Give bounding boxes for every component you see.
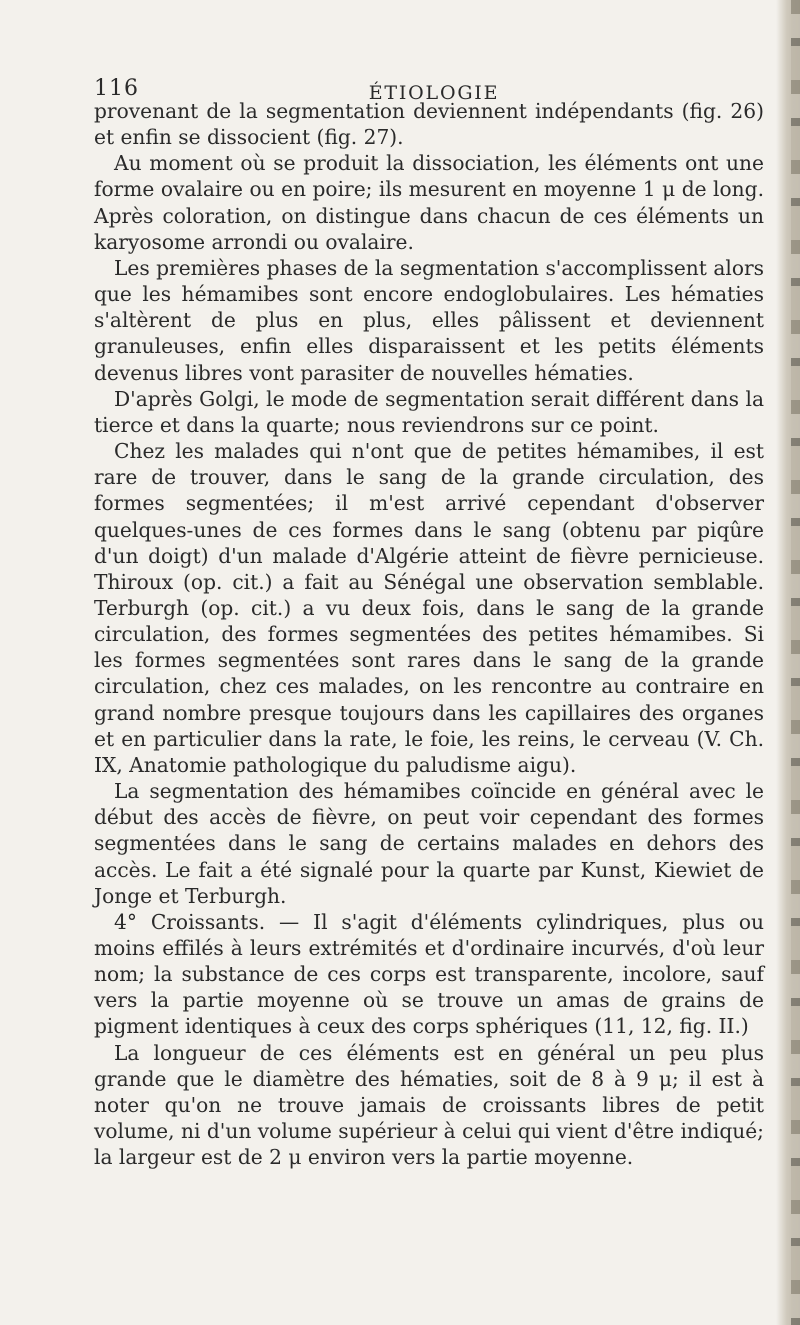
body-text	[94, 98, 764, 1170]
page-header	[94, 58, 774, 104]
paragraph-croissants-size: La longueur de ces éléments est en général un peu plus grande que le diamètre des hématies, soit de 8 à 9 μ; il est à noter qu'on ne trouve jamais de croissants libres de petit volume, ni d'un volume supérieur à celui qui vient d'être indiqué; la largeur est de 2 μ environ vers la partie moyenne.	[94, 1040, 764, 1170]
paragraph-continuation: provenant de la segmentation deviennent indépendants (fig. 26) et enfin se dissocient (fig. 27).	[94, 99, 764, 150]
paragraph-small-hemamibes: Chez les malades qui n'ont que de petites hémamibes, il est rare de trouver, dans le sang de la grande circulation, des formes segmentées; il m'est arrivé cependant d'observer quelques-unes de ces formes dans le sang (obtenu par piqûre d'un doigt) d'un malade d'Algérie atteint de fièvre pernicieuse. Thiroux (op. cit.) a fait au Sénégal une observation semblable. Terburgh (op. cit.) a vu deux fois, dans le sang de la grande circulation, des formes segmentées des petites hémamibes. Si les formes segmentées sont rares dans le sang de la grande circulation, chez ces malades, on les rencontre au contraire en grand nombre presque toujours dans les capillaires des organes et en particulier dans la rate, le foie, les reins, le cerveau (V. Ch. IX, Anatomie pathologique du paludisme aigu).	[94, 439, 764, 777]
page-number: 116	[94, 76, 139, 101]
paragraph-dissociation: Au moment où se produit la dissociation, les éléments ont une forme ovalaire ou en poire; ils mesurent en moyenne 1 μ de long. Après coloration, on distingue dans chacun de ces éléments un karyosome arrondi ou ovalaire.	[94, 151, 764, 254]
page-edge-strip	[791, 0, 800, 1325]
paragraph-segmentation-timing: La segmentation des hémamibes coïncide en général avec le début des accès de fièvre, on peut voir cependant des formes segmentées dans le sang de certains malades en dehors des accès. Le fait a été signalé pour la quarte par Kunst, Kiewiet de Jonge et Terburgh.	[94, 779, 764, 908]
running-title: ÉTIOLOGIE	[368, 82, 500, 104]
paragraph-croissants: 4° Croissants. — Il s'agit d'éléments cylindriques, plus ou moins effilés à leurs extrémités et d'ordinaire incurvés, d'où leur nom; la substance de ces corps est transparente, incolore, sauf vers la partie moyenne où se trouve un amas de grains de pigment identiques à ceux des corps sphériques (11, 12, fig. II.)	[94, 909, 764, 1039]
paragraph-segmentation-phases: Les premières phases de la segmentation s'accomplissent alors que les hémamibes sont encore endoglobulaires. Les hématies s'altèrent de plus en plus, elles pâlissent et deviennent granuleuses, enfin elles disparaissent et les petits éléments devenus libres vont parasiter de nouvelles hématies.	[94, 255, 764, 385]
paragraph-golgi: D'après Golgi, le mode de segmentation serait différent dans la tierce et dans la quarte; nous reviendrons sur ce point.	[94, 386, 764, 437]
